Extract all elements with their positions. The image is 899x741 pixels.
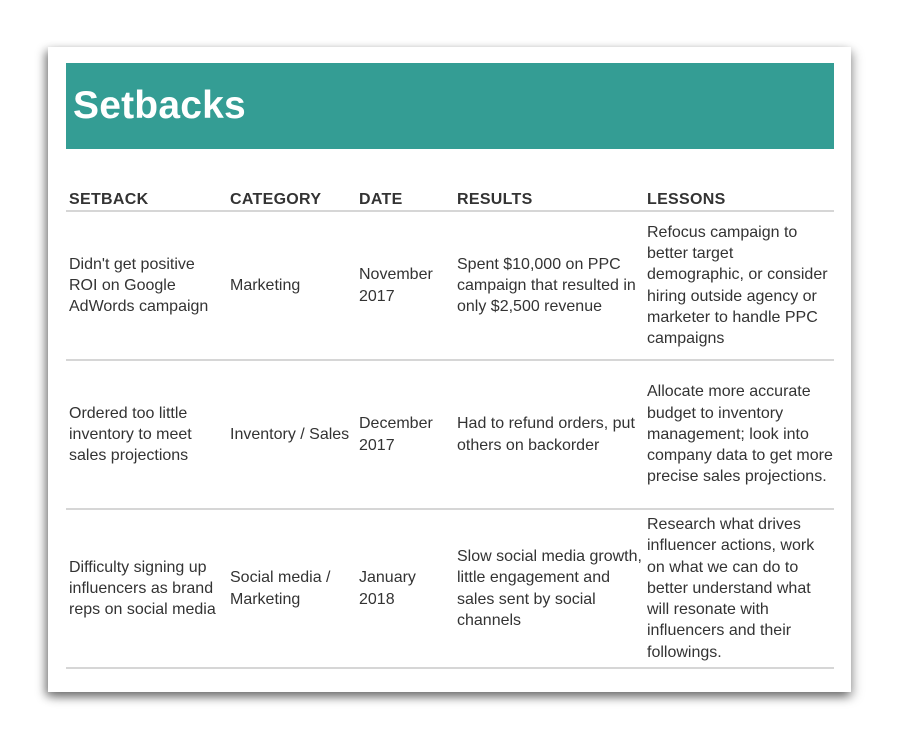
table-row (66, 509, 834, 668)
page-title: Setbacks (73, 84, 246, 127)
cell-results: Had to refund orders, put others on backorder (454, 360, 644, 509)
column-header-lessons: LESSONS (644, 187, 834, 211)
document-card (48, 47, 851, 692)
table-row (66, 211, 834, 360)
column-header-results: RESULTS (454, 187, 644, 211)
cell-date: January 2018 (356, 509, 454, 668)
column-header-category: CATEGORY (227, 187, 356, 211)
cell-lessons: Refocus campaign to better target demographic, or consider hiring outside agency or marketer to handle PPC campaigns (644, 211, 834, 360)
cell-lessons: Research what drives influencer actions, work on what we can do to better understand what will resonate with influencers and their followings. (644, 509, 834, 668)
column-header-date: DATE (356, 187, 454, 211)
cell-results: Spent $10,000 on PPC campaign that resulted in only $2,500 revenue (454, 211, 644, 360)
cell-date: December 2017 (356, 360, 454, 509)
cell-category: Social media / Marketing (227, 509, 356, 668)
cell-setback: Ordered too little inventory to meet sales projections (66, 360, 227, 509)
cell-setback: Difficulty signing up influencers as brand reps on social media (66, 509, 227, 668)
table-row (66, 360, 834, 509)
column-header-setback: SETBACK (66, 187, 227, 211)
cell-category: Marketing (227, 211, 356, 360)
cell-setback: Didn't get positive ROI on Google AdWords campaign (66, 211, 227, 360)
cell-lessons: Allocate more accurate budget to inventory management; look into company data to get more precise sales projections. (644, 360, 834, 509)
cell-results: Slow social media growth, little engagement and sales sent by social channels (454, 509, 644, 668)
table-header-row (66, 187, 834, 211)
setbacks-table (66, 187, 834, 669)
cell-category: Inventory / Sales (227, 360, 356, 509)
cell-date: November 2017 (356, 211, 454, 360)
title-banner (66, 63, 834, 149)
